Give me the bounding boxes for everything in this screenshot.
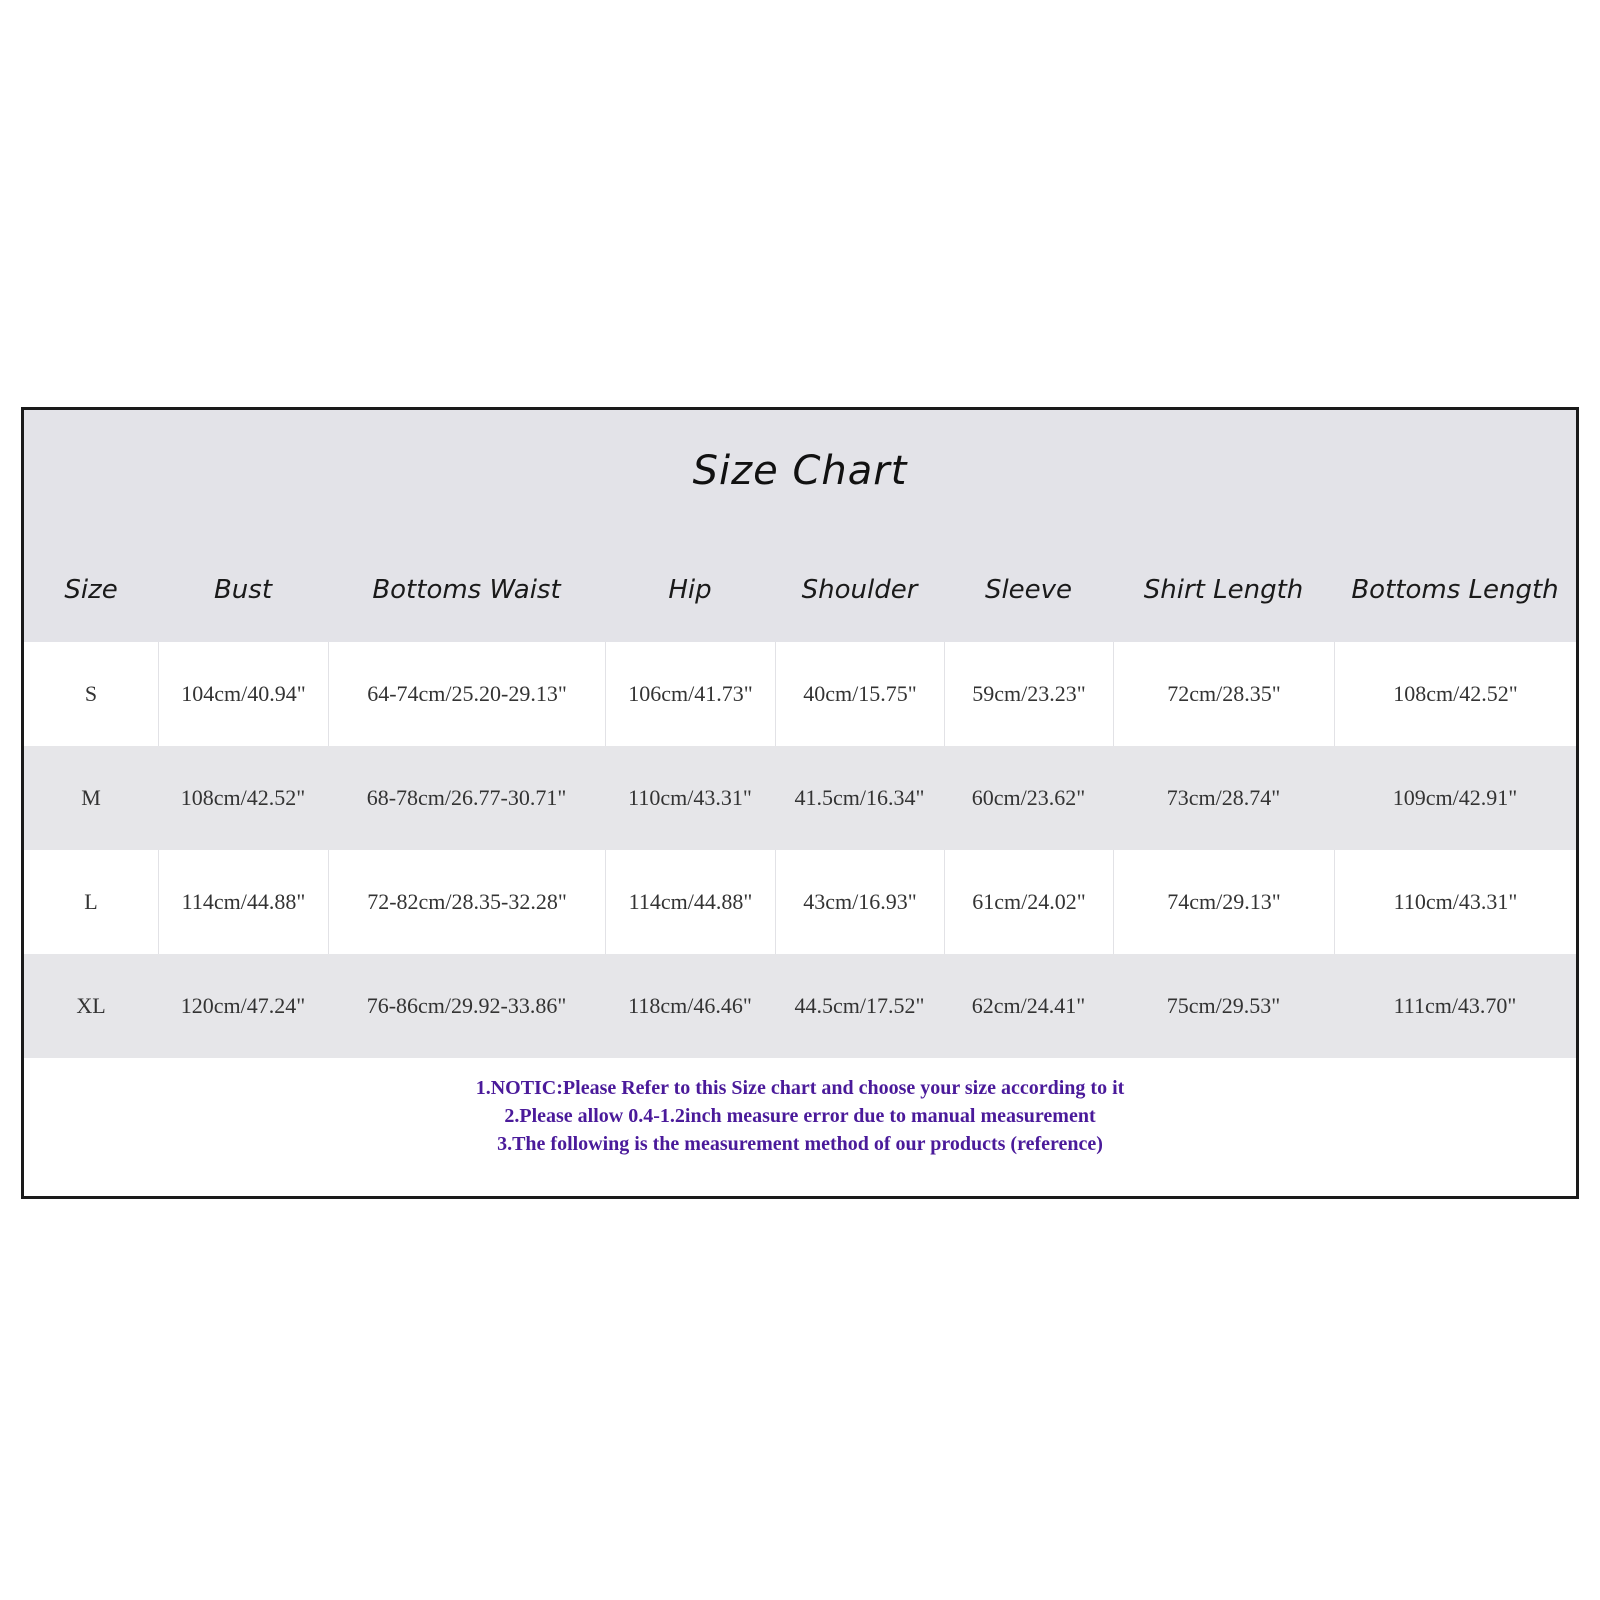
notes-section xyxy=(24,1074,1576,1158)
table-cell: 106cm/41.73" xyxy=(605,642,775,746)
table-cell: 110cm/43.31" xyxy=(628,785,752,810)
size-cell: XL xyxy=(76,993,106,1018)
size-chart-table xyxy=(21,407,1579,1199)
column-header-size: Size xyxy=(64,575,118,605)
table-cell: 114cm/44.88" xyxy=(605,850,775,954)
table-row xyxy=(24,954,1576,1058)
note-line: 3.The following is the measurement method of our products (reference) xyxy=(497,1133,1103,1155)
table-cell: 62cm/24.41" xyxy=(971,993,1086,1018)
column-header-shirt-length: Shirt Length xyxy=(1143,575,1304,605)
table-cell: 73cm/28.74" xyxy=(1166,785,1281,810)
table-cell: 114cm/44.88" xyxy=(158,850,328,954)
table-cell: 75cm/29.53" xyxy=(1166,993,1281,1018)
table-cell: 68-78cm/26.77-30.71" xyxy=(366,785,567,810)
table-cell: 60cm/23.62" xyxy=(971,785,1086,810)
table-cell: 118cm/46.46" xyxy=(628,993,752,1018)
note-line: 1.NOTIC:Please Refer to this Size chart and choose your size according to it xyxy=(475,1077,1125,1099)
column-header-bottoms-length: Bottoms Length xyxy=(1351,575,1559,605)
table-cell: 108cm/42.52" xyxy=(180,785,306,810)
table-cell: 111cm/43.70" xyxy=(1393,993,1517,1018)
table-cell: 108cm/42.52" xyxy=(1334,642,1576,746)
table-cell: 104cm/40.94" xyxy=(158,642,328,746)
table-cell: 72-82cm/28.35-32.28" xyxy=(328,850,605,954)
size-cell: L xyxy=(84,889,98,914)
column-header-bust: Bust xyxy=(213,575,273,605)
table-cell: 59cm/23.23" xyxy=(944,642,1113,746)
table-cell: 41.5cm/16.34" xyxy=(794,785,925,810)
table-cell: 110cm/43.31" xyxy=(1334,850,1576,954)
table-body xyxy=(24,642,1576,1058)
table-cell: 74cm/29.13" xyxy=(1113,850,1334,954)
column-header-bottoms-waist: Bottoms Waist xyxy=(372,575,561,605)
column-header-shoulder: Shoulder xyxy=(801,575,918,605)
note-line: 2.Please allow 0.4-1.2inch measure error due to manual measurement xyxy=(504,1105,1096,1127)
table-row xyxy=(24,642,1576,746)
column-header-sleeve: Sleeve xyxy=(984,575,1073,605)
table-cell: 40cm/15.75" xyxy=(775,642,944,746)
size-cell: S xyxy=(84,681,98,706)
size-cell: M xyxy=(81,785,101,810)
table-cell: 72cm/28.35" xyxy=(1113,642,1334,746)
column-header-hip: Hip xyxy=(668,575,712,605)
table-cell: 109cm/42.91" xyxy=(1392,785,1518,810)
column-header-row xyxy=(24,550,1576,630)
chart-title: Size Chart xyxy=(692,448,908,494)
table-cell: 64-74cm/25.20-29.13" xyxy=(328,642,605,746)
chart-header xyxy=(24,410,1576,642)
table-cell: 43cm/16.93" xyxy=(775,850,944,954)
table-cell: 120cm/47.24" xyxy=(180,993,306,1018)
table-row xyxy=(24,850,1576,954)
table-row xyxy=(24,746,1576,850)
table-cell: 61cm/24.02" xyxy=(944,850,1113,954)
table-cell: 44.5cm/17.52" xyxy=(794,993,925,1018)
table-cell: 76-86cm/29.92-33.86" xyxy=(366,993,567,1018)
